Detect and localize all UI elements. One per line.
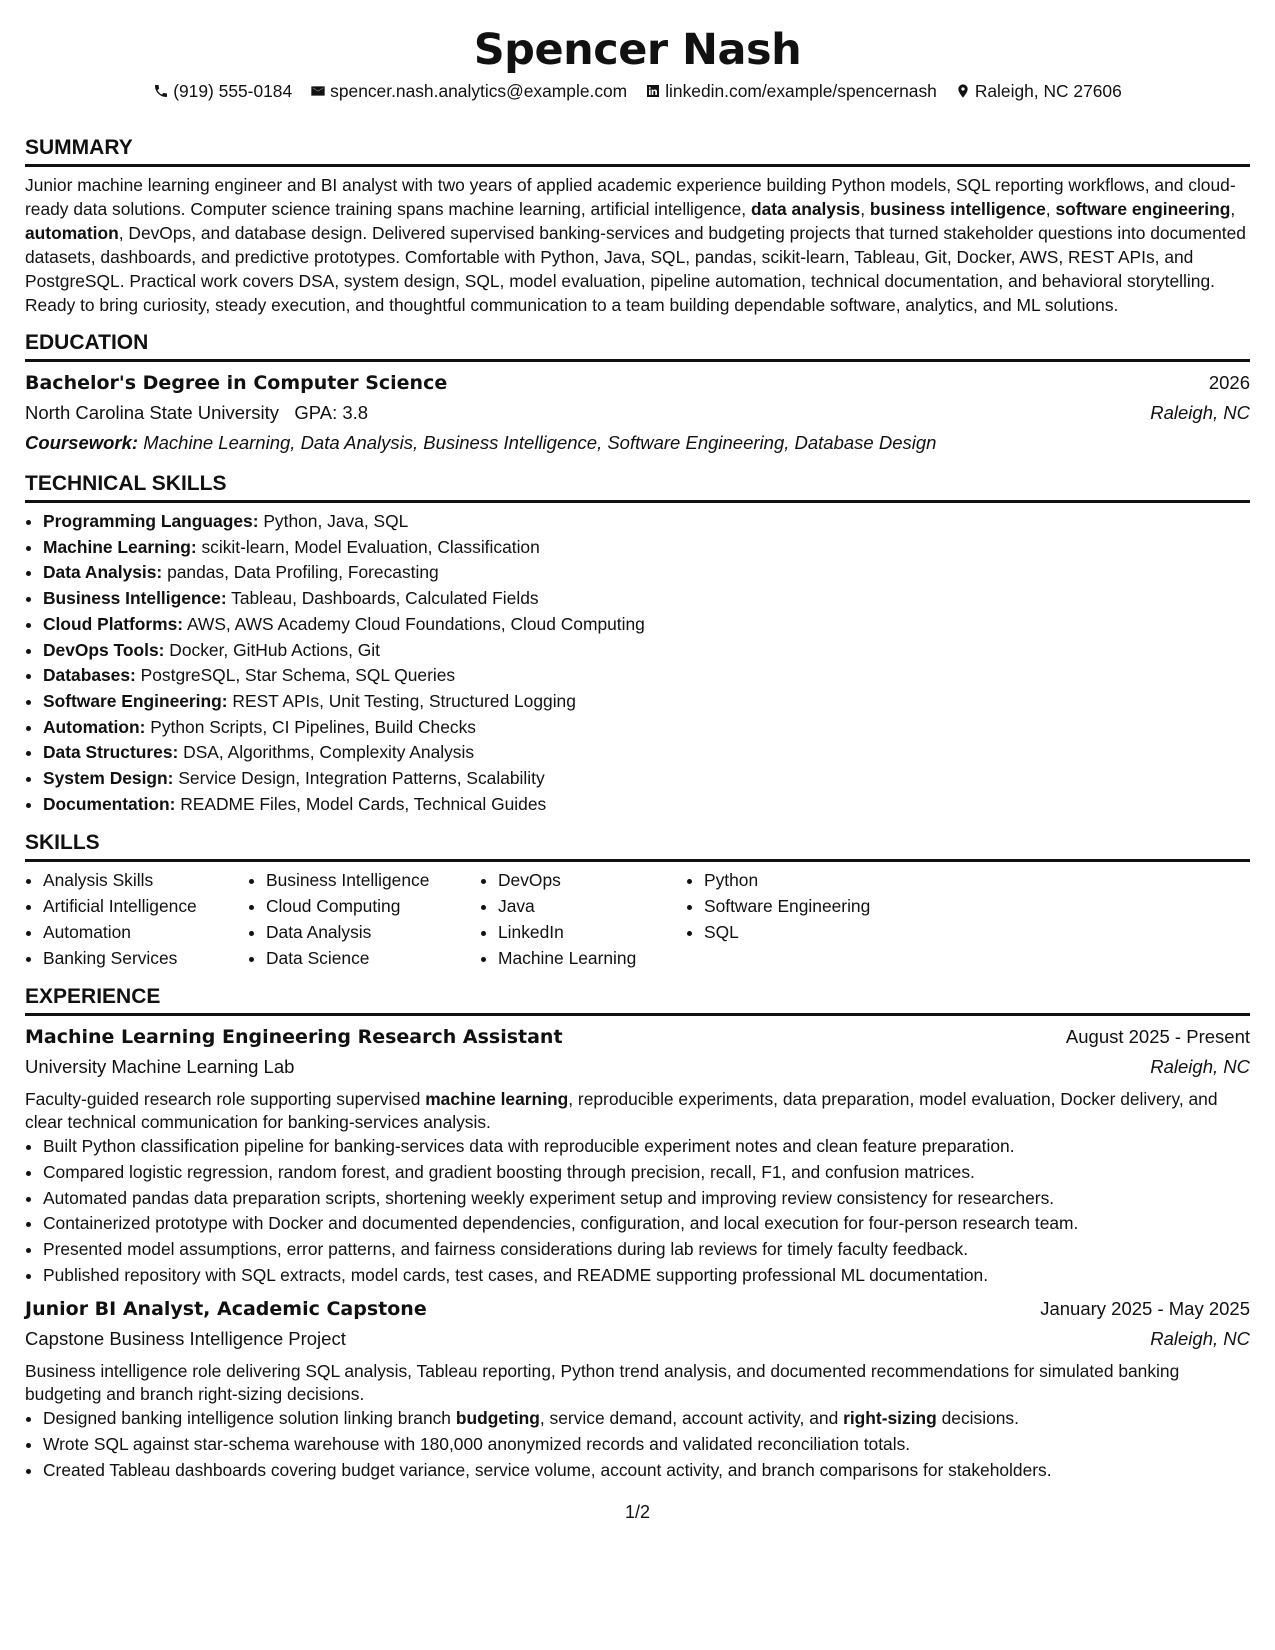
- job-entry: [25, 1294, 1250, 1483]
- technical-skill-item: • System Design: Service Design, Integration Patterns, Scalability: [43, 766, 1250, 792]
- job-bullet: • Created Tableau dashboards covering budget variance, service volume, account activity, and branch comparisons for stakeholders.: [43, 1458, 1250, 1484]
- job-organization: Capstone Business Intelligence Project: [25, 1328, 346, 1350]
- job-dates: August 2025 - Present: [1065, 1026, 1250, 1048]
- job-bullet: • Published repository with SQL extracts, model cards, test cases, and README supporting professional ML documentation.: [43, 1263, 1250, 1289]
- job-organization: University Machine Learning Lab: [25, 1056, 295, 1078]
- technical-skill-item: • Data Analysis: pandas, Data Profiling, Forecasting: [43, 560, 1250, 586]
- coursework: [25, 428, 1250, 458]
- education-section: [25, 368, 1250, 458]
- map-pin-icon: [955, 83, 971, 99]
- coursework-list: Machine Learning, Data Analysis, Business Intelligence, Software Engineering, Database Design: [143, 432, 937, 453]
- job-description: Business intelligence role delivering SQL analysis, Tableau reporting, Python trend analysis, and documented recommendations for simulated banking budgeting and branch right-sizing decisions.: [25, 1361, 1180, 1405]
- job-bullet: • Compared logistic regression, random forest, and gradient boosting through precision, recall, F1, and confusion matrices.: [43, 1160, 1250, 1186]
- contact-email[interactable]: [310, 80, 627, 102]
- school-location: Raleigh, NC: [1150, 402, 1250, 423]
- linkedin-text[interactable]: linkedin.com/example/spencernash: [665, 81, 937, 101]
- summary-section: [25, 173, 1250, 317]
- skills-column: [686, 868, 924, 971]
- skill-item: • Cloud Computing: [266, 894, 480, 920]
- experience-heading: EXPERIENCE: [25, 984, 1250, 1016]
- skill-item: • Machine Learning: [498, 946, 686, 972]
- school-and-gpa: [25, 398, 368, 428]
- contact-phone: [153, 80, 292, 102]
- contact-location: [955, 80, 1122, 102]
- job-location: Raleigh, NC: [1150, 1328, 1250, 1350]
- technical-skill-item: • Automation: Python Scripts, CI Pipelines, Build Checks: [43, 715, 1250, 741]
- technical-skill-item: • Business Intelligence: Tableau, Dashboards, Calculated Fields: [43, 586, 1250, 612]
- skill-item: • Analysis Skills: [43, 868, 248, 894]
- technical-skills-list: [25, 509, 1250, 817]
- skills-heading: SKILLS: [25, 830, 1250, 862]
- skill-item: • SQL: [704, 920, 924, 946]
- skill-item: • Python: [704, 868, 924, 894]
- job-bullets: [25, 1134, 1250, 1288]
- gpa: GPA: 3.8: [294, 402, 369, 423]
- contact-linkedin[interactable]: [645, 80, 937, 102]
- phone-text: (919) 555-0184: [173, 81, 293, 101]
- page-number: 1/2: [624, 1502, 651, 1522]
- skill-item: • Data Analysis: [266, 920, 480, 946]
- skill-item: • Automation: [43, 920, 248, 946]
- education-heading: EDUCATION: [25, 330, 1250, 362]
- skill-item: • DevOps: [498, 868, 686, 894]
- technical-skills-heading: TECHNICAL SKILLS: [25, 471, 1250, 503]
- summary-heading: SUMMARY: [25, 135, 1250, 167]
- job-title: Machine Learning Engineering Research Assistant: [25, 1026, 563, 1049]
- skills-column: [25, 868, 248, 971]
- job-bullet: • Designed banking intelligence solution linking branch budgeting, service demand, account activity, and right-sizing decisions.: [43, 1406, 1250, 1432]
- skills-column: [248, 868, 480, 971]
- envelope-icon: [310, 83, 326, 99]
- technical-skill-item: • Software Engineering: REST APIs, Unit Testing, Structured Logging: [43, 689, 1250, 715]
- candidate-name: Spencer Nash: [473, 25, 802, 75]
- coursework-label: Coursework:: [25, 432, 139, 453]
- skill-item: • Banking Services: [43, 946, 248, 972]
- school-name: North Carolina State University: [25, 402, 279, 423]
- job-dates: January 2025 - May 2025: [1040, 1298, 1250, 1320]
- technical-skill-item: • Cloud Platforms: AWS, AWS Academy Cloud Foundations, Cloud Computing: [43, 612, 1250, 638]
- contact-bar: [25, 80, 1250, 102]
- job-description: Faculty-guided research role supporting supervised machine learning, reproducible experiments, data preparation, model evaluation, Docker delivery, and clear technical communication for banking-services analysis.: [25, 1089, 1218, 1133]
- skill-item: • LinkedIn: [498, 920, 686, 946]
- email-text[interactable]: spencer.nash.analytics@example.com: [330, 81, 628, 101]
- skills-column: [480, 868, 686, 971]
- job-bullet: • Presented model assumptions, error patterns, and fairness considerations during lab reviews for timely faculty feedback.: [43, 1237, 1250, 1263]
- job-bullet: • Containerized prototype with Docker and documented dependencies, configuration, and local execution for four-person research team.: [43, 1211, 1250, 1237]
- summary-text: Junior machine learning engineer and BI analyst with two years of applied academic experience building Python models, SQL reporting workflows, and cloud-ready data solutions. Computer science training spans machine learning, artificial intelligence, data analysis, business intelligence, software engineering, automation, DevOps, and database design. Delivered supervised banking-services and budgeting projects that turned stakeholder questions into documented datasets, dashboards, and predictive prototypes. Comfortable with Python, Java, SQL, pandas, scikit-learn, Tableau, Git, Docker, AWS, REST APIs, and PostgreSQL. Practical work covers DSA, system design, SQL, model evaluation, pipeline automation, technical documentation, and behavioral storytelling. Ready to bring curiosity, steady execution, and thoughtful communication to a team building dependable software, analytics, and ML solutions.: [25, 175, 1246, 315]
- location-text: Raleigh, NC 27606: [974, 81, 1122, 101]
- job-bullets: [25, 1406, 1250, 1483]
- job-title: Junior BI Analyst, Academic Capstone: [25, 1298, 427, 1321]
- graduation-year: 2026: [1208, 372, 1250, 393]
- job-bullet: • Wrote SQL against star-schema warehouse with 180,000 anonymized records and validated reconciliation totals.: [43, 1432, 1250, 1458]
- technical-skill-item: • Machine Learning: scikit-learn, Model Evaluation, Classification: [43, 535, 1250, 561]
- technical-skill-item: • Data Structures: DSA, Algorithms, Complexity Analysis: [43, 740, 1250, 766]
- resume-page: [25, 0, 1250, 1484]
- technical-skill-item: • Documentation: README Files, Model Cards, Technical Guides: [43, 792, 1250, 818]
- linkedin-icon: [645, 83, 661, 99]
- skills-grid: [25, 868, 1250, 971]
- phone-icon: [153, 83, 169, 99]
- skill-item: • Artificial Intelligence: [43, 894, 248, 920]
- skill-item: • Java: [498, 894, 686, 920]
- degree: Bachelor's Degree in Computer Science: [25, 372, 448, 394]
- skill-item: • Business Intelligence: [266, 868, 480, 894]
- job-bullet: • Automated pandas data preparation scripts, shortening weekly experiment setup and improving review consistency for researchers.: [43, 1186, 1250, 1212]
- technical-skill-item: • Programming Languages: Python, Java, SQL: [43, 509, 1250, 535]
- skill-item: • Data Science: [266, 946, 480, 972]
- job-location: Raleigh, NC: [1150, 1056, 1250, 1078]
- job-bullet: • Built Python classification pipeline for banking-services data with reproducible experiment notes and clean feature preparation.: [43, 1134, 1250, 1160]
- skill-item: • Software Engineering: [704, 894, 924, 920]
- technical-skill-item: • DevOps Tools: Docker, GitHub Actions, Git: [43, 638, 1250, 664]
- technical-skill-item: • Databases: PostgreSQL, Star Schema, SQL Queries: [43, 663, 1250, 689]
- job-entry: [25, 1022, 1250, 1288]
